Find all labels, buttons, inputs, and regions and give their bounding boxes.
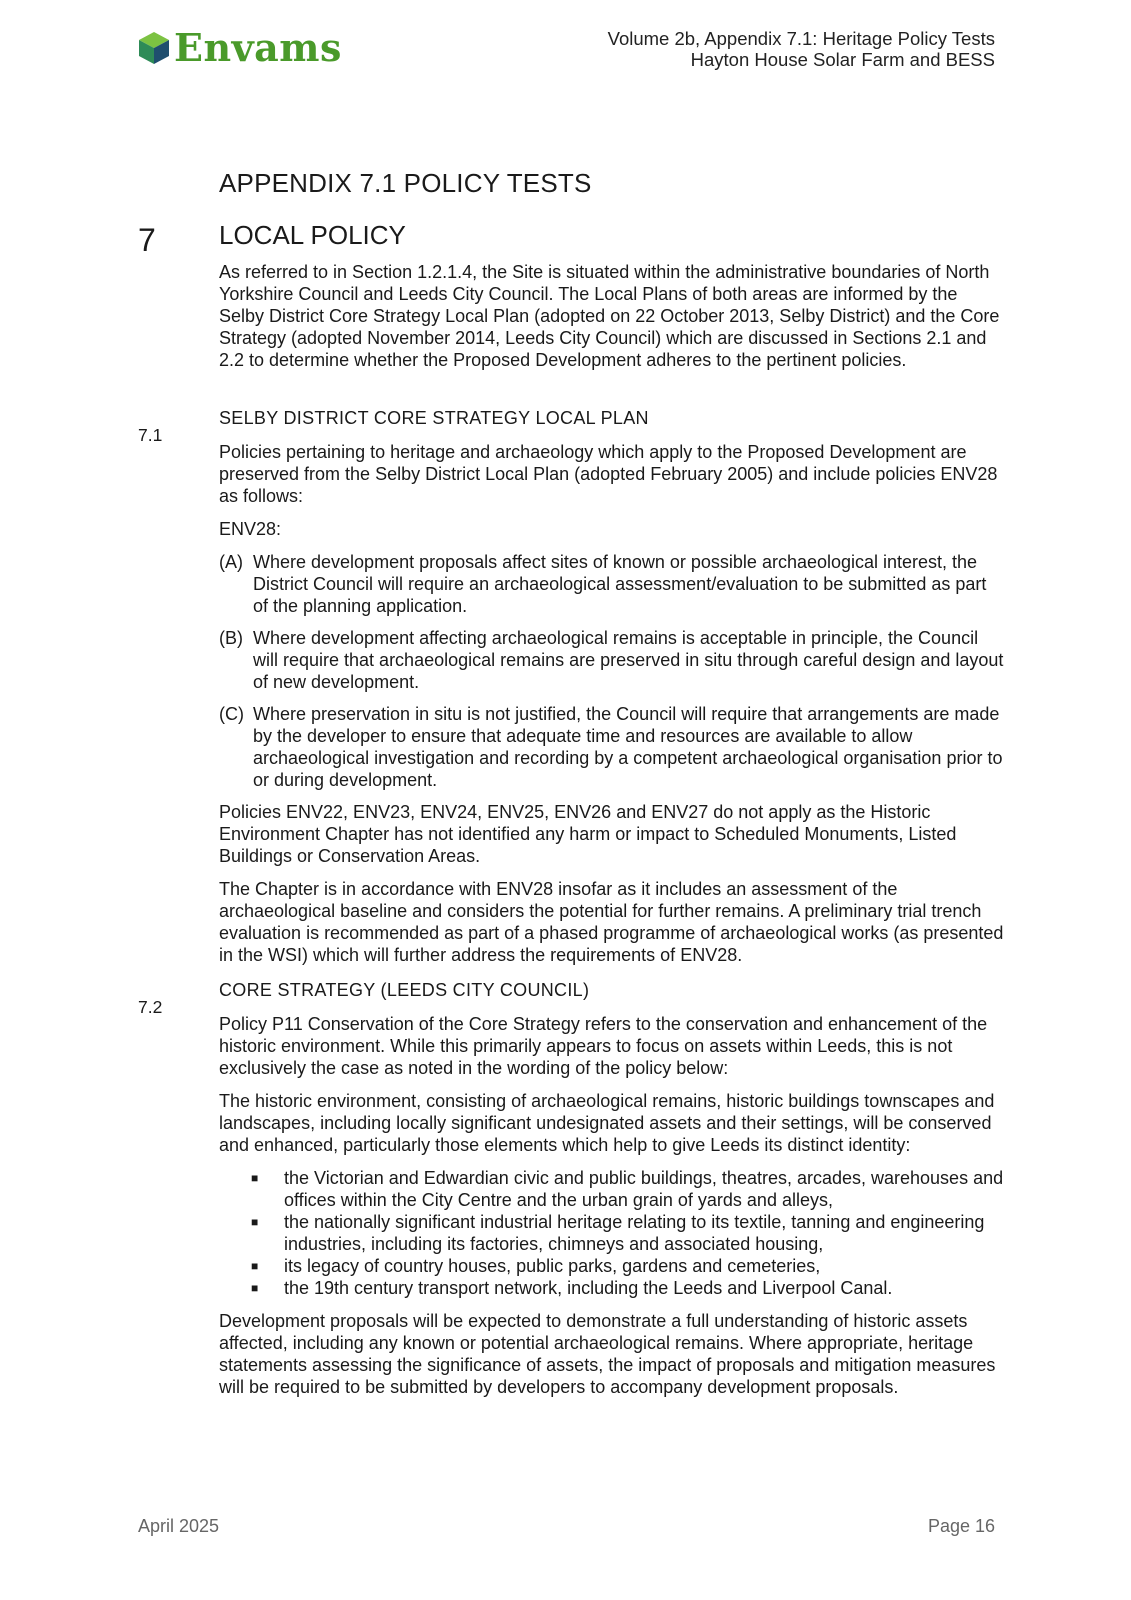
paragraph: The historic environment, consisting of archaeological remains, historic buildings townscapes and landscapes, including locally significant undesignated assets and their settings, will be conserved and enhanced, particularly those elements which help to give Leeds its distinct identity:	[219, 1091, 995, 1155]
logo-text: Envams	[174, 25, 342, 70]
list-item-text: the nationally significant industrial heritage relating to its textile, tanning and engineering industries, including its factories, chimneys and associated housing,	[284, 1212, 985, 1254]
subsection-7-2-body	[219, 1013, 1004, 1398]
section-title: LOCAL POLICY	[219, 220, 406, 250]
list-item-text: its legacy of country houses, public parks, gardens and cemeteries,	[284, 1256, 821, 1276]
item-label: (A)	[219, 552, 243, 572]
intro-paragraph: As referred to in Section 1.2.1.4, the Site is situated within the administrative boundaries of North Yorkshire Council and Leeds City Council. The Local Plans of both areas are informed by the Selby District Core Strategy Local Plan (adopted on 22 October 2013, Selby District) and the Core Strategy (adopted November 2014, Leeds City Council) which are discussed in Sections 2.1 and 2.2 to determine whether the Proposed Development adheres to the pertinent policies.	[219, 262, 1000, 370]
document-header	[608, 28, 995, 70]
logo-mark-icon	[138, 31, 170, 65]
bullet-icon: ■	[251, 1259, 259, 1273]
company-logo	[138, 25, 342, 70]
bullet-icon: ■	[251, 1215, 259, 1229]
paragraph: Policy P11 Conservation of the Core Strategy refers to the conservation and enhancement of the historic environment. While this primarily appears to focus on assets within Leeds, this is not exclusively the case as noted in the wording of the policy below:	[219, 1014, 988, 1078]
item-text: Where development proposals affect sites of known or possible archaeological interest, the District Council will require an archaeological assessment/evaluation to be submitted as part of the planning application.	[253, 552, 987, 616]
page-title: APPENDIX 7.1 POLICY TESTS	[219, 168, 592, 198]
list-item-text: the Victorian and Edwardian civic and public buildings, theatres, arcades, warehouses and offices within the City Centre and the urban grain of yards and alleys,	[284, 1168, 1004, 1210]
paragraph: Policies ENV22, ENV23, ENV24, ENV25, ENV26 and ENV27 do not apply as the Historic Environment Chapter has not identified any harm or impact to Scheduled Monuments, Listed Buildings or Conservation Areas.	[219, 802, 957, 866]
header-line-1: Volume 2b, Appendix 7.1: Heritage Policy Tests	[607, 28, 995, 49]
item-label: (B)	[219, 628, 243, 648]
item-text: Where development affecting archaeological remains is acceptable in principle, the Council will require that archaeological remains are preserved in situ through careful design and layout of new development.	[253, 628, 1004, 692]
list-item	[219, 1277, 1004, 1299]
list-item	[219, 1167, 1004, 1211]
bullet-list	[219, 1167, 1004, 1299]
subsection-number-7-2: 7.2	[138, 997, 163, 1017]
paragraph: Policies pertaining to heritage and archaeology which apply to the Proposed Development are preserved from the Selby District Local Plan (adopted February 2005) and include policies ENV28 as follows:	[219, 442, 998, 506]
list-item-text: the 19th century transport network, including the Leeds and Liverpool Canal.	[284, 1278, 893, 1298]
footer-date: April 2025	[138, 1516, 220, 1536]
header-line-2: Hayton House Solar Farm and BESS	[690, 49, 995, 70]
policy-item-c	[219, 703, 1004, 791]
policy-label: ENV28:	[219, 519, 282, 539]
subsection-heading-7-2: CORE STRATEGY (LEEDS CITY COUNCIL)	[219, 980, 590, 1000]
subsection-7-1-body	[219, 441, 1004, 966]
policy-item-b	[219, 627, 1004, 693]
list-item	[219, 1211, 1004, 1255]
bullet-icon: ■	[251, 1171, 259, 1185]
bullet-icon: ■	[251, 1281, 259, 1295]
list-item	[219, 1255, 1004, 1277]
subsection-number-7-1: 7.1	[138, 425, 163, 445]
item-text: Where preservation in situ is not justified, the Council will require that arrangements are made by the developer to ensure that adequate time and resources are available to allow archaeological investigation and recording by a competent archaeological organisation prior to or during development.	[253, 704, 1003, 790]
paragraph: Development proposals will be expected to demonstrate a full understanding of historic assets affected, including any known or potential archaeological remains. Where appropriate, heritage statements assessing the significance of assets, the impact of proposals and mitigation measures will be required to be submitted by developers to accompany development proposals.	[219, 1311, 996, 1397]
item-label: (C)	[219, 704, 244, 724]
section-intro	[219, 261, 1004, 371]
section-number: 7	[138, 222, 156, 258]
policy-item-a	[219, 551, 1004, 617]
paragraph: The Chapter is in accordance with ENV28 insofar as it includes an assessment of the archaeological baseline and considers the potential for further remains. A preliminary trial trench evaluation is recommended as part of a phased programme of archaeological works (as presented in the WSI) which will further address the requirements of ENV28.	[219, 879, 1004, 965]
subsection-heading-7-1: SELBY DISTRICT CORE STRATEGY LOCAL PLAN	[219, 408, 649, 428]
page-number: Page 16	[927, 1516, 995, 1536]
